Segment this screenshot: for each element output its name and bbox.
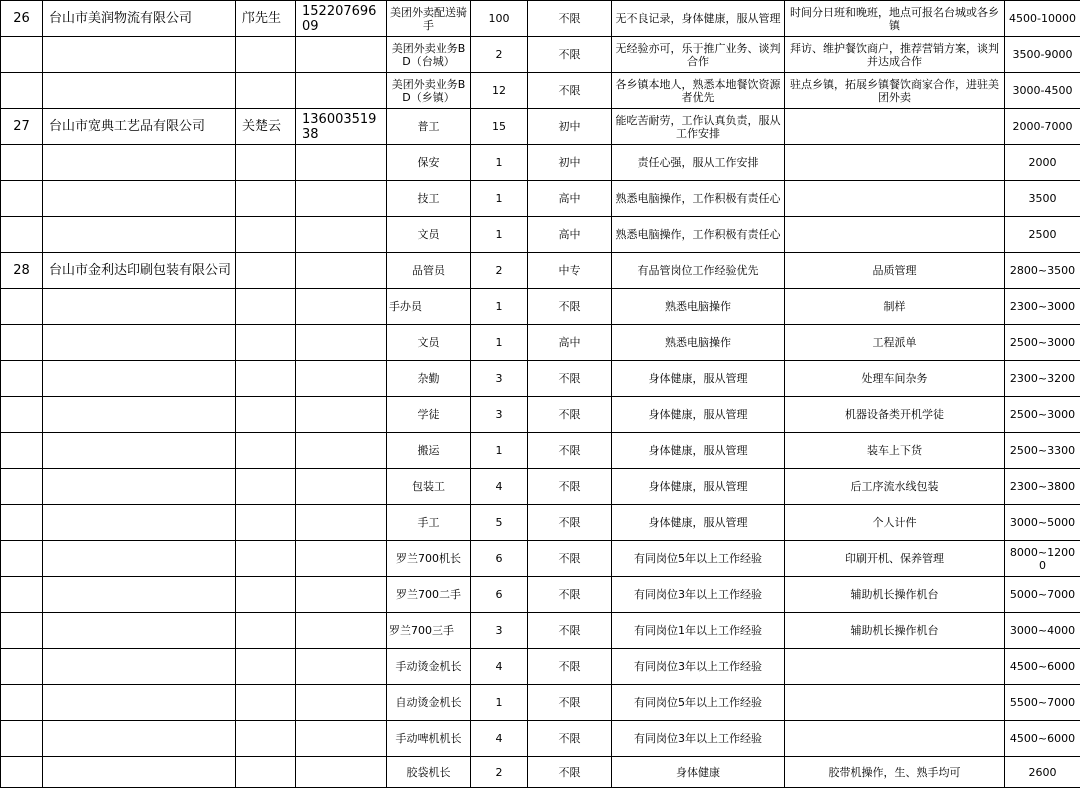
requirements-cell: 有同岗位5年以上工作经验 xyxy=(612,541,785,577)
education-cell: 不限 xyxy=(528,37,612,73)
serial-number-cell xyxy=(1,325,43,361)
salary-cell: 5000~7000 xyxy=(1005,577,1080,613)
requirements-cell: 有品管岗位工作经验优先 xyxy=(612,253,785,289)
education-cell: 高中 xyxy=(528,217,612,253)
table-row xyxy=(1,253,1080,289)
table-row xyxy=(1,433,1080,469)
contact-person-cell xyxy=(236,613,296,649)
serial-number-cell: 28 xyxy=(1,253,43,289)
company-name-cell xyxy=(43,397,236,433)
other-conditions-cell: 时间分日班和晚班，地点可报名台城或各乡镇 xyxy=(785,1,1005,37)
headcount-cell: 2 xyxy=(471,37,528,73)
table-row xyxy=(1,37,1080,73)
other-conditions-cell: 个人计件 xyxy=(785,505,1005,541)
other-conditions-cell xyxy=(785,649,1005,685)
other-conditions-cell: 胶带机操作，生、熟手均可 xyxy=(785,757,1005,788)
company-name-cell xyxy=(43,577,236,613)
serial-number-cell xyxy=(1,469,43,505)
table-row xyxy=(1,181,1080,217)
headcount-cell: 100 xyxy=(471,1,528,37)
table-row xyxy=(1,289,1080,325)
education-cell: 不限 xyxy=(528,541,612,577)
table-row xyxy=(1,505,1080,541)
serial-number-cell xyxy=(1,613,43,649)
serial-number-cell xyxy=(1,721,43,757)
contact-person-cell xyxy=(236,397,296,433)
table-row xyxy=(1,649,1080,685)
headcount-cell: 4 xyxy=(471,721,528,757)
phone-number-cell xyxy=(296,613,387,649)
requirements-cell: 身体健康，服从管理 xyxy=(612,469,785,505)
serial-number-cell xyxy=(1,181,43,217)
education-cell: 不限 xyxy=(528,361,612,397)
requirements-cell: 身体健康，服从管理 xyxy=(612,361,785,397)
phone-number-cell xyxy=(296,721,387,757)
company-name-cell: 台山市金利达印刷包装有限公司 xyxy=(43,253,236,289)
position-cell: 罗兰700三手 xyxy=(387,613,471,649)
headcount-cell: 6 xyxy=(471,577,528,613)
company-name-cell: 台山市宽典工艺品有限公司 xyxy=(43,109,236,145)
phone-number-cell xyxy=(296,433,387,469)
company-name-cell xyxy=(43,325,236,361)
contact-person-cell xyxy=(236,325,296,361)
position-cell: 手动啤机机长 xyxy=(387,721,471,757)
salary-cell: 3500 xyxy=(1005,181,1080,217)
salary-cell: 4500~6000 xyxy=(1005,721,1080,757)
education-cell: 不限 xyxy=(528,73,612,109)
education-cell: 不限 xyxy=(528,469,612,505)
headcount-cell: 3 xyxy=(471,361,528,397)
education-cell: 不限 xyxy=(528,721,612,757)
contact-person-cell xyxy=(236,217,296,253)
salary-cell: 3000~5000 xyxy=(1005,505,1080,541)
salary-cell: 4500~6000 xyxy=(1005,649,1080,685)
salary-cell: 2000 xyxy=(1005,145,1080,181)
position-cell: 自动烫金机长 xyxy=(387,685,471,721)
requirements-cell: 有同岗位3年以上工作经验 xyxy=(612,649,785,685)
position-cell: 品管员 xyxy=(387,253,471,289)
salary-cell: 2800~3500 xyxy=(1005,253,1080,289)
table-row xyxy=(1,685,1080,721)
headcount-cell: 2 xyxy=(471,253,528,289)
position-cell: 包装工 xyxy=(387,469,471,505)
phone-number-cell xyxy=(296,757,387,788)
contact-person-cell: 关楚云 xyxy=(236,109,296,145)
table-row xyxy=(1,145,1080,181)
salary-cell: 2500 xyxy=(1005,217,1080,253)
other-conditions-cell: 后工序流水线包装 xyxy=(785,469,1005,505)
salary-cell: 2500~3000 xyxy=(1005,325,1080,361)
contact-person-cell xyxy=(236,289,296,325)
phone-number-cell xyxy=(296,541,387,577)
serial-number-cell: 27 xyxy=(1,109,43,145)
table-row xyxy=(1,361,1080,397)
serial-number-cell xyxy=(1,577,43,613)
salary-cell: 3500-9000 xyxy=(1005,37,1080,73)
phone-number-cell xyxy=(296,505,387,541)
headcount-cell: 2 xyxy=(471,757,528,788)
company-name-cell xyxy=(43,613,236,649)
position-cell: 罗兰700二手 xyxy=(387,577,471,613)
salary-cell: 4500-10000 xyxy=(1005,1,1080,37)
education-cell: 初中 xyxy=(528,109,612,145)
company-name-cell xyxy=(43,469,236,505)
salary-cell: 2500~3000 xyxy=(1005,397,1080,433)
table-row xyxy=(1,217,1080,253)
serial-number-cell xyxy=(1,505,43,541)
phone-number-cell xyxy=(296,253,387,289)
salary-cell: 2600 xyxy=(1005,757,1080,788)
company-name-cell xyxy=(43,685,236,721)
education-cell: 不限 xyxy=(528,505,612,541)
table-row xyxy=(1,541,1080,577)
headcount-cell: 1 xyxy=(471,685,528,721)
table-row xyxy=(1,577,1080,613)
education-cell: 初中 xyxy=(528,145,612,181)
contact-person-cell xyxy=(236,181,296,217)
phone-number-cell xyxy=(296,37,387,73)
headcount-cell: 1 xyxy=(471,433,528,469)
phone-number-cell xyxy=(296,217,387,253)
requirements-cell: 身体健康，服从管理 xyxy=(612,433,785,469)
education-cell: 中专 xyxy=(528,253,612,289)
salary-cell: 3000~4000 xyxy=(1005,613,1080,649)
other-conditions-cell: 品质管理 xyxy=(785,253,1005,289)
headcount-cell: 3 xyxy=(471,613,528,649)
position-cell: 文员 xyxy=(387,217,471,253)
table-row xyxy=(1,109,1080,145)
table-row xyxy=(1,469,1080,505)
contact-person-cell xyxy=(236,433,296,469)
requirements-cell: 熟悉电脑操作，工作积极有责任心 xyxy=(612,217,785,253)
position-cell: 杂勤 xyxy=(387,361,471,397)
company-name-cell xyxy=(43,541,236,577)
company-name-cell xyxy=(43,145,236,181)
education-cell: 不限 xyxy=(528,685,612,721)
contact-person-cell xyxy=(236,649,296,685)
phone-number-cell: 15220769609 xyxy=(296,1,387,37)
company-name-cell xyxy=(43,757,236,788)
education-cell: 不限 xyxy=(528,649,612,685)
company-name-cell xyxy=(43,361,236,397)
company-name-cell: 台山市美润物流有限公司 xyxy=(43,1,236,37)
company-name-cell xyxy=(43,217,236,253)
requirements-cell: 熟悉电脑操作 xyxy=(612,325,785,361)
other-conditions-cell xyxy=(785,721,1005,757)
salary-cell: 5500~7000 xyxy=(1005,685,1080,721)
table-row xyxy=(1,1,1080,37)
company-name-cell xyxy=(43,505,236,541)
requirements-cell: 责任心强，服从工作安排 xyxy=(612,145,785,181)
contact-person-cell xyxy=(236,253,296,289)
requirements-cell: 身体健康，服从管理 xyxy=(612,397,785,433)
education-cell: 不限 xyxy=(528,1,612,37)
company-name-cell xyxy=(43,289,236,325)
headcount-cell: 12 xyxy=(471,73,528,109)
contact-person-cell xyxy=(236,541,296,577)
education-cell: 不限 xyxy=(528,757,612,788)
position-cell: 学徒 xyxy=(387,397,471,433)
table-row xyxy=(1,757,1080,788)
salary-cell: 8000~12000 xyxy=(1005,541,1080,577)
salary-cell: 3000-4500 xyxy=(1005,73,1080,109)
phone-number-cell xyxy=(296,397,387,433)
headcount-cell: 1 xyxy=(471,325,528,361)
serial-number-cell xyxy=(1,649,43,685)
position-cell: 普工 xyxy=(387,109,471,145)
phone-number-cell xyxy=(296,73,387,109)
serial-number-cell xyxy=(1,289,43,325)
position-cell: 胶袋机长 xyxy=(387,757,471,788)
other-conditions-cell: 驻点乡镇，拓展乡镇餐饮商家合作，进驻美团外卖 xyxy=(785,73,1005,109)
contact-person-cell xyxy=(236,577,296,613)
serial-number-cell xyxy=(1,685,43,721)
requirements-cell: 有同岗位1年以上工作经验 xyxy=(612,613,785,649)
serial-number-cell xyxy=(1,37,43,73)
phone-number-cell xyxy=(296,145,387,181)
phone-number-cell xyxy=(296,469,387,505)
serial-number-cell: 26 xyxy=(1,1,43,37)
contact-person-cell xyxy=(236,757,296,788)
headcount-cell: 4 xyxy=(471,469,528,505)
phone-number-cell: 13600351938 xyxy=(296,109,387,145)
position-cell: 美团外卖业务BD（台城） xyxy=(387,37,471,73)
position-cell: 文员 xyxy=(387,325,471,361)
requirements-cell: 无不良记录，身体健康，服从管理 xyxy=(612,1,785,37)
headcount-cell: 1 xyxy=(471,289,528,325)
other-conditions-cell xyxy=(785,145,1005,181)
headcount-cell: 4 xyxy=(471,649,528,685)
serial-number-cell xyxy=(1,541,43,577)
other-conditions-cell: 工程派单 xyxy=(785,325,1005,361)
company-name-cell xyxy=(43,181,236,217)
serial-number-cell xyxy=(1,73,43,109)
requirements-cell: 无经验亦可，乐于推广业务、谈判合作 xyxy=(612,37,785,73)
phone-number-cell xyxy=(296,577,387,613)
requirements-cell: 能吃苦耐劳，工作认真负责，服从工作安排 xyxy=(612,109,785,145)
company-name-cell xyxy=(43,649,236,685)
company-name-cell xyxy=(43,37,236,73)
salary-cell: 2300~3800 xyxy=(1005,469,1080,505)
contact-person-cell: 邝先生 xyxy=(236,1,296,37)
position-cell: 美团外卖配送骑手 xyxy=(387,1,471,37)
salary-cell: 2500~3300 xyxy=(1005,433,1080,469)
company-name-cell xyxy=(43,433,236,469)
position-cell: 保安 xyxy=(387,145,471,181)
other-conditions-cell: 印刷开机、保养管理 xyxy=(785,541,1005,577)
headcount-cell: 1 xyxy=(471,181,528,217)
salary-cell: 2000-7000 xyxy=(1005,109,1080,145)
other-conditions-cell: 装车上下货 xyxy=(785,433,1005,469)
serial-number-cell xyxy=(1,145,43,181)
contact-person-cell xyxy=(236,505,296,541)
position-cell: 美团外卖业务BD（乡镇） xyxy=(387,73,471,109)
requirements-cell: 熟悉电脑操作，工作积极有责任心 xyxy=(612,181,785,217)
position-cell: 罗兰700机长 xyxy=(387,541,471,577)
contact-person-cell xyxy=(236,73,296,109)
phone-number-cell xyxy=(296,181,387,217)
phone-number-cell xyxy=(296,361,387,397)
education-cell: 不限 xyxy=(528,289,612,325)
contact-person-cell xyxy=(236,685,296,721)
other-conditions-cell: 制样 xyxy=(785,289,1005,325)
position-cell: 搬运 xyxy=(387,433,471,469)
table-row xyxy=(1,73,1080,109)
other-conditions-cell xyxy=(785,685,1005,721)
headcount-cell: 6 xyxy=(471,541,528,577)
contact-person-cell xyxy=(236,145,296,181)
phone-number-cell xyxy=(296,325,387,361)
headcount-cell: 1 xyxy=(471,217,528,253)
table-row xyxy=(1,721,1080,757)
other-conditions-cell: 机器设备类开机学徒 xyxy=(785,397,1005,433)
serial-number-cell xyxy=(1,361,43,397)
headcount-cell: 3 xyxy=(471,397,528,433)
requirements-cell: 身体健康 xyxy=(612,757,785,788)
salary-cell: 2300~3000 xyxy=(1005,289,1080,325)
position-cell: 手办员 xyxy=(387,289,471,325)
other-conditions-cell: 辅助机长操作机台 xyxy=(785,577,1005,613)
requirements-cell: 有同岗位5年以上工作经验 xyxy=(612,685,785,721)
education-cell: 不限 xyxy=(528,613,612,649)
contact-person-cell xyxy=(236,721,296,757)
other-conditions-cell: 辅助机长操作机台 xyxy=(785,613,1005,649)
other-conditions-cell: 拜访、维护餐饮商户，推荐营销方案，谈判并达成合作 xyxy=(785,37,1005,73)
position-cell: 手工 xyxy=(387,505,471,541)
requirements-cell: 熟悉电脑操作 xyxy=(612,289,785,325)
serial-number-cell xyxy=(1,433,43,469)
phone-number-cell xyxy=(296,685,387,721)
serial-number-cell xyxy=(1,397,43,433)
position-cell: 手动烫金机长 xyxy=(387,649,471,685)
contact-person-cell xyxy=(236,361,296,397)
education-cell: 不限 xyxy=(528,433,612,469)
education-cell: 高中 xyxy=(528,181,612,217)
education-cell: 不限 xyxy=(528,577,612,613)
other-conditions-cell xyxy=(785,109,1005,145)
requirements-cell: 身体健康，服从管理 xyxy=(612,505,785,541)
contact-person-cell xyxy=(236,469,296,505)
table-row xyxy=(1,325,1080,361)
phone-number-cell xyxy=(296,649,387,685)
other-conditions-cell: 处理车间杂务 xyxy=(785,361,1005,397)
contact-person-cell xyxy=(236,37,296,73)
other-conditions-cell xyxy=(785,181,1005,217)
position-cell: 技工 xyxy=(387,181,471,217)
company-name-cell xyxy=(43,73,236,109)
phone-number-cell xyxy=(296,289,387,325)
headcount-cell: 5 xyxy=(471,505,528,541)
headcount-cell: 15 xyxy=(471,109,528,145)
requirements-cell: 有同岗位3年以上工作经验 xyxy=(612,577,785,613)
company-name-cell xyxy=(43,721,236,757)
table-row xyxy=(1,397,1080,433)
serial-number-cell xyxy=(1,757,43,788)
education-cell: 不限 xyxy=(528,397,612,433)
serial-number-cell xyxy=(1,217,43,253)
requirements-cell: 有同岗位3年以上工作经验 xyxy=(612,721,785,757)
requirements-cell: 各乡镇本地人，熟悉本地餐饮资源者优先 xyxy=(612,73,785,109)
other-conditions-cell xyxy=(785,217,1005,253)
education-cell: 高中 xyxy=(528,325,612,361)
headcount-cell: 1 xyxy=(471,145,528,181)
table-row xyxy=(1,613,1080,649)
salary-cell: 2300~3200 xyxy=(1005,361,1080,397)
